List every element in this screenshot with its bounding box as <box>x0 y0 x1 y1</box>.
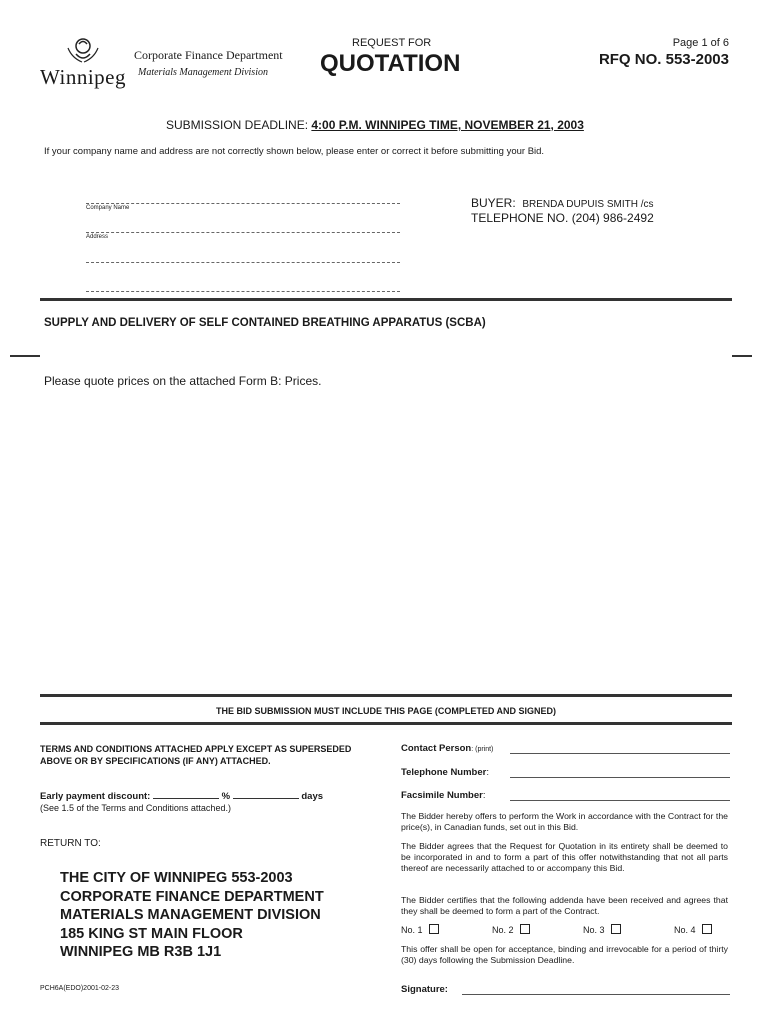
signature-label: Signature: <box>401 984 448 995</box>
telephone-colon: : <box>486 767 489 778</box>
addenda-3 <box>583 924 621 935</box>
buyer-telephone: TELEPHONE NO. (204) 986-2492 <box>471 211 654 225</box>
contact-person-row <box>401 743 493 754</box>
contact-person-label: Contact Person <box>401 743 472 754</box>
logo-wordmark: Winnipeg <box>40 65 126 89</box>
addenda-2 <box>492 924 530 935</box>
return-address <box>60 869 324 962</box>
return-address-line: CORPORATE FINANCE DEPARTMENT <box>60 888 324 905</box>
agree-text: The Bidder agrees that the Request for Quotation in its entirety shall be deemed to be incorporated in and to form a part of this offer notwithstanding that not all parts thereof are necessarily attached to or accompany this Bid. <box>401 841 728 873</box>
fax-row <box>401 790 485 801</box>
addenda-4-checkbox[interactable] <box>702 924 712 934</box>
discount-days-field[interactable] <box>233 798 299 799</box>
return-address-line: 185 KING ST MAIN FLOOR <box>60 925 243 942</box>
signature-field[interactable] <box>462 994 730 995</box>
addenda-2-label: No. 2 <box>492 925 514 935</box>
discount-percent-sign: % <box>221 791 231 802</box>
telephone-row <box>401 767 489 778</box>
discount-note: (See 1.5 of the Terms and Conditions attached.) <box>40 803 231 813</box>
request-for-label: REQUEST FOR <box>352 37 432 49</box>
address-field-3[interactable] <box>86 291 400 292</box>
addenda-1 <box>401 924 439 935</box>
addenda-3-label: No. 3 <box>583 925 605 935</box>
page-number: Page 1 of 6 <box>672 37 729 49</box>
rfq-number: RFQ NO. 553-2003 <box>598 51 729 68</box>
addenda-3-checkbox[interactable] <box>611 924 621 934</box>
return-address-line: MATERIALS MANAGEMENT DIVISION <box>60 907 321 923</box>
discount-percent-field[interactable] <box>153 798 219 799</box>
telephone-label: Telephone Number <box>401 767 487 778</box>
submission-top-rule <box>40 694 732 697</box>
early-payment-discount <box>40 791 323 802</box>
address-field[interactable] <box>86 232 400 233</box>
section-divider <box>40 298 732 301</box>
terms-text: TERMS AND CONDITIONS ATTACHED APPLY EXCEPT AS SUPERSEDED ABOVE OR BY SPECIFICATIONS (IF ANY) ATTACHED. <box>40 744 352 766</box>
addenda-2-checkbox[interactable] <box>520 924 530 934</box>
form-code: PCH6A(EDO)2001-02-23 <box>40 985 119 992</box>
submission-notice: THE BID SUBMISSION MUST INCLUDE THIS PAGE (COMPLETED AND SIGNED) <box>215 706 556 716</box>
buyer-name: BRENDA DUPUIS SMITH /cs <box>522 199 654 210</box>
address-field-2[interactable] <box>86 262 400 263</box>
return-address-line: THE CITY OF WINNIPEG 553-2003 <box>60 870 293 886</box>
fax-field[interactable] <box>510 800 730 801</box>
margin-mark-right <box>732 355 752 357</box>
discount-label: Early payment discount: <box>40 791 151 802</box>
company-name-label: Company Name <box>86 205 130 211</box>
addenda-4 <box>674 924 712 935</box>
telephone-field[interactable] <box>510 777 730 778</box>
contact-person-field[interactable] <box>510 753 730 754</box>
deadline-label: SUBMISSION DEADLINE: <box>166 118 309 132</box>
fax-label: Facsimile Number <box>401 790 483 801</box>
address-label: Address <box>86 234 109 240</box>
offer-text: The Bidder hereby offers to perform the Work in accordance with the Contract for the price(s), in Canadian funds, set out in this Bid. <box>401 811 728 832</box>
return-to-label: RETURN TO: <box>40 838 101 849</box>
buyer-label: BUYER: <box>471 196 516 210</box>
contact-print-note: : (print) <box>471 746 494 753</box>
addenda-4-label: No. 4 <box>674 925 696 935</box>
open-period-text: This offer shall be open for acceptance, binding and irrevocable for a period of thirty (30) days following the Submission Deadline. <box>401 944 728 965</box>
deadline-note: If your company name and address are not correctly shown below, please enter or correct it before submitting your Bid. <box>44 146 545 157</box>
fax-colon: : <box>482 790 486 801</box>
winnipeg-logo <box>40 34 126 96</box>
project-title: SUPPLY AND DELIVERY OF SELF CONTAINED BREATHING APPARATUS (SCBA) <box>44 317 486 329</box>
margin-mark-left <box>10 355 40 357</box>
discount-days-label: days <box>301 791 324 802</box>
addenda-text: The Bidder certifies that the following addenda have been received and agrees that they shall be deemed to form a part of the Contract. <box>401 895 728 916</box>
submission-deadline <box>166 118 584 132</box>
buyer-info <box>471 196 654 210</box>
department-name: Corporate Finance Department <box>134 48 283 62</box>
addenda-1-checkbox[interactable] <box>429 924 439 934</box>
division-name: Materials Management Division <box>138 67 268 78</box>
addenda-1-label: No. 1 <box>401 925 423 935</box>
company-name-field[interactable] <box>86 203 400 204</box>
deadline-value: 4:00 P.M. WINNIPEG TIME, NOVEMBER 21, 2003 <box>311 118 584 132</box>
instructions: Please quote prices on the attached Form B: Prices. <box>44 374 322 388</box>
return-address-line: WINNIPEG MB R3B 1J1 <box>60 944 222 960</box>
quotation-title: QUOTATION <box>320 50 461 77</box>
submission-mid-rule <box>40 722 732 725</box>
